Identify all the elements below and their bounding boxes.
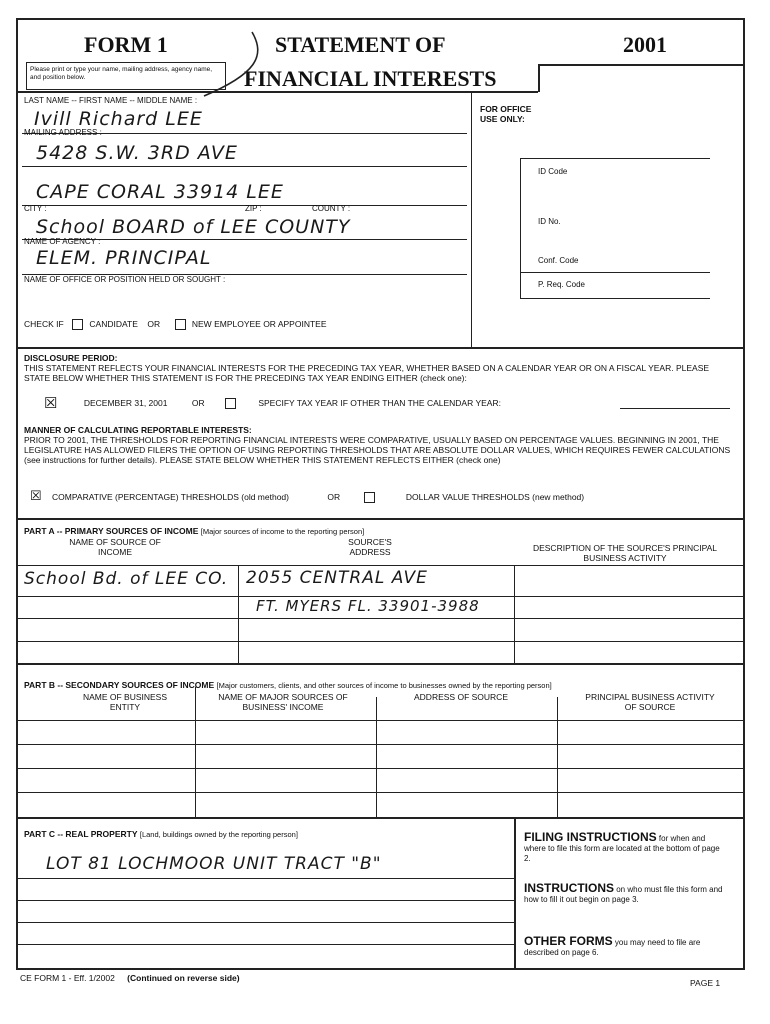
- rule: [520, 158, 710, 159]
- dollar-checkbox[interactable]: [364, 492, 375, 503]
- id-no-label: ID No.: [538, 217, 561, 226]
- dec-label: DECEMBER 31, 2001: [83, 398, 168, 408]
- rule: [18, 518, 743, 520]
- other-forms-text: you may need to file are described on page 6.: [524, 938, 701, 957]
- divider: [471, 92, 472, 347]
- threshold-row: [30, 488, 585, 503]
- part-b-col3: ADDRESS OF SOURCE: [414, 692, 508, 702]
- new-employee-checkbox[interactable]: [175, 319, 186, 330]
- part-b-col1: NAME OF BUSINESS ENTITY: [82, 692, 168, 712]
- part-c-header: [24, 829, 298, 840]
- header-rule-left: [18, 91, 538, 93]
- part-a-row2-address[interactable]: FT. MYERS FL. 33901-3988: [256, 597, 480, 615]
- part-b-header: [24, 680, 552, 691]
- print-note: Please print or type your name, mailing address, agency name, and position below.: [30, 66, 213, 81]
- part-b-col4: PRINCIPAL BUSINESS ACTIVITY OF SOURCE: [585, 692, 715, 712]
- manner-heading: MANNER OF CALCULATING REPORTABLE INTERESTS:: [24, 425, 252, 435]
- divider: [520, 158, 521, 298]
- conf-code-label: Conf. Code: [538, 256, 579, 265]
- manner-text: PRIOR TO 2001, THE THRESHOLDS FOR REPORTING FINANCIAL INTERESTS WERE COMPARATIVE, USUALLY BASED ON PERCENTAGE VALUES. BEGINNING IN 2001, THE LEGISLATURE HAS ALLOWED FILERS THE OPTION OF USING REPORTING THRESHOLDS THAT ARE ABSOLUTE DOLLAR VALUES, WHICH REQUIRES FEWER CALCULATIONS (see instructions for further details). PLEASE STATE BELOW WHETHER THIS STATEMENT REFLECTS EITHER (check one): [24, 435, 731, 465]
- rule: [18, 900, 514, 901]
- other-year-checkbox[interactable]: [225, 398, 236, 409]
- zip-label: ZIP :: [245, 204, 262, 213]
- rule: [18, 922, 514, 923]
- part-a-header: [24, 526, 364, 537]
- rule: [18, 817, 743, 819]
- instructions-text: on who must file this form and how to fill it out begin on page 3.: [524, 885, 723, 904]
- form-year: 2001: [623, 32, 667, 57]
- disclosure-text: THIS STATEMENT REFLECTS YOUR FINANCIAL INTERESTS FOR THE PRECEDING TAX YEAR, WHETHER BASED ON A CALENDAR YEAR OR ON A FISCAL YEAR. PLEASE STATE BELOW WHETHER THIS STATEMENT IS FOR THE PRECEDING TAX YEAR ENDING EITHER (check one):: [24, 363, 710, 383]
- part-a-subheading: [Major sources of income to the reporting person]: [200, 527, 365, 536]
- new-employee-label: NEW EMPLOYEE OR APPOINTEE: [191, 319, 327, 329]
- rule: [18, 878, 514, 879]
- form-id: CE FORM 1 - Eff. 1/2002: [20, 973, 115, 983]
- instructions-block: [524, 883, 726, 905]
- pen-mark: [196, 26, 276, 106]
- rule: [18, 792, 743, 793]
- form-title: FORM 1: [84, 32, 168, 57]
- rule: [18, 720, 743, 721]
- rule: [18, 768, 743, 769]
- rule: [18, 944, 514, 945]
- divider: [376, 697, 377, 817]
- id-code-label: ID Code: [538, 167, 568, 176]
- divider: [514, 565, 515, 663]
- comparative-label: COMPARATIVE (PERCENTAGE) THRESHOLDS (old method): [52, 492, 289, 502]
- part-a-col3: DESCRIPTION OF THE SOURCE'S PRINCIPAL BUSINESS ACTIVITY: [532, 543, 718, 563]
- part-c-row1[interactable]: LOT 81 LOCHMOOR UNIT TRACT "B": [46, 854, 382, 874]
- check-if-label: CHECK IF: [24, 319, 64, 329]
- name-value[interactable]: Ivill Richard LEE: [34, 108, 203, 130]
- comparative-checkbox[interactable]: ☒: [30, 488, 42, 503]
- rule: [22, 166, 467, 167]
- divider: [557, 697, 558, 817]
- dollar-label: DOLLAR VALUE THRESHOLDS (new method): [405, 492, 585, 502]
- statement-title-line1: STATEMENT OF: [275, 32, 446, 57]
- part-a-row1-source[interactable]: School Bd. of LEE CO.: [24, 569, 229, 589]
- header-notch: [538, 64, 540, 92]
- or-label: OR: [147, 319, 161, 329]
- rule: [520, 298, 710, 299]
- part-a-row1-address[interactable]: 2055 CENTRAL AVE: [246, 568, 428, 588]
- other-year-label: SPECIFY TAX YEAR IF OTHER THAN THE CALENDAR YEAR:: [258, 398, 501, 408]
- disclosure-heading: DISCLOSURE PERIOD:: [24, 353, 118, 363]
- divider: [195, 687, 196, 817]
- divider: [238, 565, 239, 663]
- rule: [18, 565, 743, 566]
- candidate-checkbox[interactable]: [72, 319, 83, 330]
- city-label: CITY :: [24, 204, 47, 213]
- candidate-label: CANDIDATE: [89, 319, 138, 329]
- name-label: LAST NAME -- FIRST NAME -- MIDDLE NAME :: [24, 96, 198, 105]
- rule: [18, 744, 743, 745]
- agency-label: NAME OF AGENCY :: [24, 237, 101, 246]
- footer-left: [20, 973, 240, 983]
- statement-title-line2: FINANCIAL INTERESTS: [244, 66, 497, 91]
- position-label: NAME OF OFFICE OR POSITION HELD OR SOUGHT :: [24, 275, 226, 284]
- mailing-label: MAILING ADDRESS :: [24, 128, 102, 137]
- dec-checkbox[interactable]: ☒: [44, 395, 58, 412]
- address-line1[interactable]: 5428 S.W. 3RD AVE: [36, 142, 238, 164]
- period-row: [44, 395, 501, 412]
- filing-text: for when and where to file this form are located at the bottom of page 2.: [524, 834, 720, 863]
- office-use-title: FOR OFFICE USE ONLY:: [480, 104, 532, 124]
- rule: [620, 408, 730, 409]
- filing-title: FILING INSTRUCTIONS: [524, 830, 657, 844]
- other-forms-title: OTHER FORMS: [524, 934, 613, 948]
- part-a-heading: PART A -- PRIMARY SOURCES OF INCOME: [24, 526, 199, 536]
- part-b-subheading: [Major customers, clients, and other sources of income to businesses owned by the reporting person]: [216, 681, 552, 690]
- filing-instructions: [524, 832, 726, 864]
- part-b-heading: PART B -- SECONDARY SOURCES OF INCOME: [24, 680, 215, 690]
- county-label: COUNTY :: [312, 204, 351, 213]
- rule: [520, 272, 710, 273]
- agency-value[interactable]: School BOARD of LEE COUNTY: [36, 216, 351, 238]
- candidate-row: [24, 319, 327, 330]
- or-label: OR: [327, 492, 341, 502]
- part-a-col1: NAME OF SOURCE OF INCOME: [69, 537, 161, 557]
- other-forms: [524, 936, 726, 958]
- address-line2[interactable]: CAPE CORAL 33914 LEE: [36, 181, 284, 203]
- page-number: PAGE 1: [690, 978, 721, 988]
- part-c-subheading: [Land, buildings owned by the reporting person]: [139, 830, 298, 839]
- instructions-title: INSTRUCTIONS: [524, 881, 614, 895]
- or-label: OR: [191, 398, 205, 408]
- rule: [18, 641, 743, 642]
- p-req-code-label: P. Req. Code: [538, 280, 585, 289]
- rule: [18, 618, 743, 619]
- rule: [18, 663, 743, 665]
- header-notch-top: [538, 64, 743, 66]
- rule: [18, 347, 743, 349]
- part-c-heading: PART C -- REAL PROPERTY: [24, 829, 138, 839]
- part-a-col2: SOURCE'S ADDRESS: [348, 537, 392, 557]
- part-b-col2: NAME OF MAJOR SOURCES OF BUSINESS' INCOME: [218, 692, 348, 712]
- divider: [514, 817, 516, 968]
- position-value[interactable]: ELEM. PRINCIPAL: [36, 247, 212, 269]
- continued-note: (Continued on reverse side): [127, 973, 240, 983]
